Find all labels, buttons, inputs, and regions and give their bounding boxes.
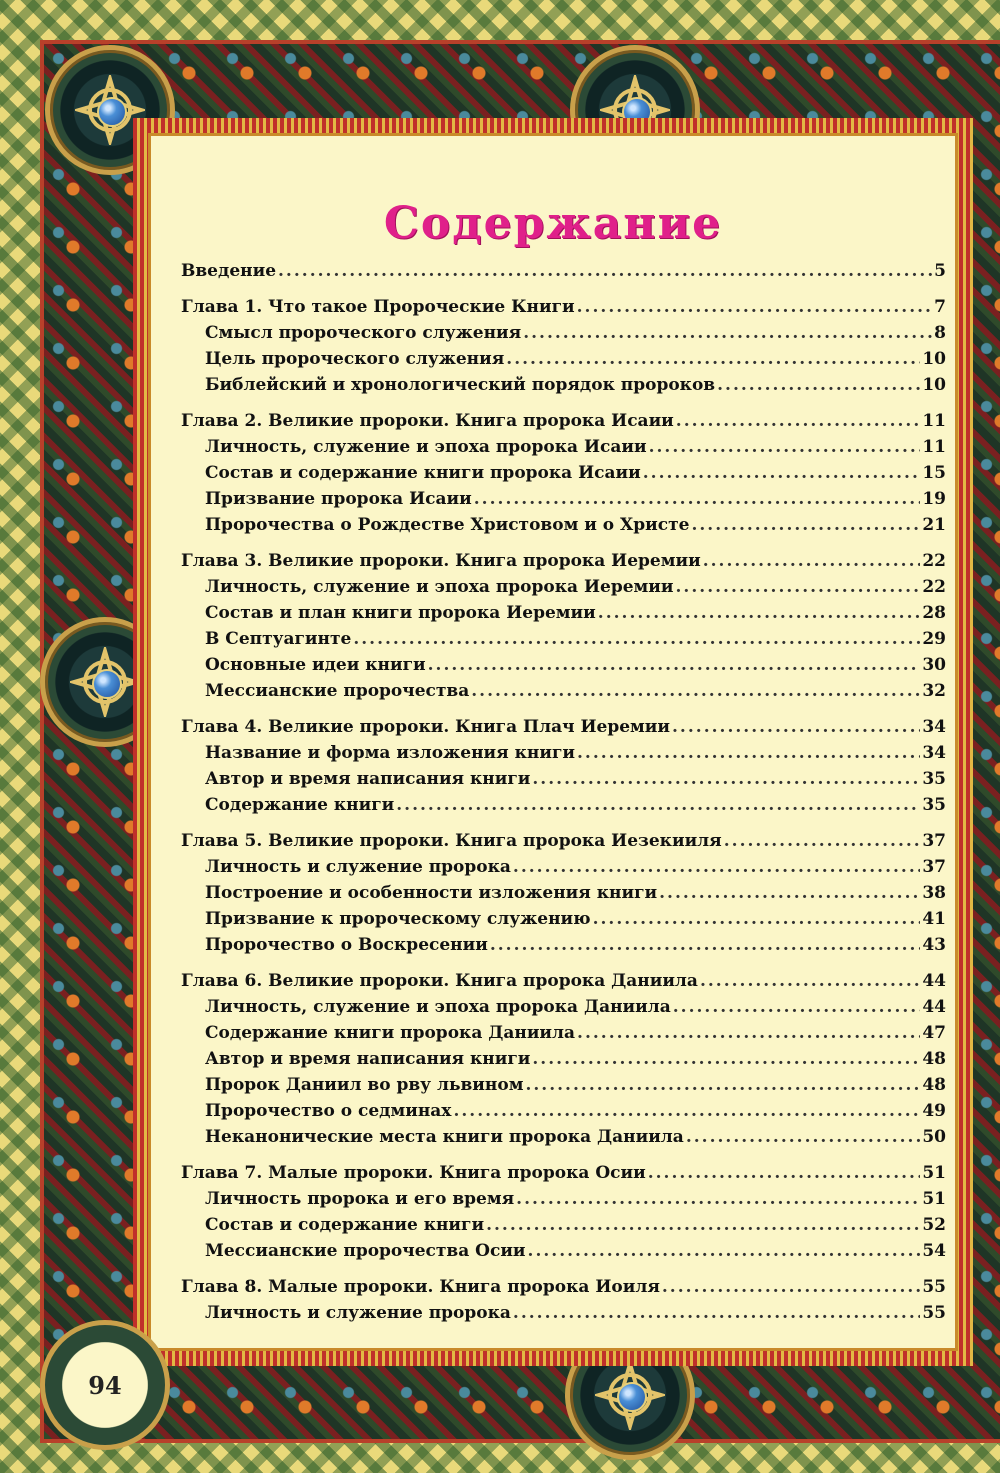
toc-subentry bbox=[181, 766, 946, 792]
toc-entry-title: Личность, служение и эпоха пророка Исаии bbox=[205, 437, 647, 457]
toc-subentry bbox=[181, 434, 946, 460]
toc-subentry bbox=[181, 792, 946, 818]
toc-leader-dots bbox=[649, 434, 921, 460]
toc-page-number: 50 bbox=[922, 1127, 946, 1147]
toc-subentry bbox=[181, 932, 946, 958]
toc-page-number: 51 bbox=[922, 1163, 946, 1183]
toc-leader-dots bbox=[486, 1212, 920, 1238]
toc-subentry bbox=[181, 600, 946, 626]
toc-page-number: 37 bbox=[922, 857, 946, 877]
toc-subentry bbox=[181, 880, 946, 906]
toc-leader-dots bbox=[700, 968, 920, 994]
toc-leader-dots bbox=[717, 372, 920, 398]
toc-page-number: 22 bbox=[922, 551, 946, 571]
toc-page-number: 55 bbox=[922, 1303, 946, 1323]
toc-chapter-entry bbox=[181, 1274, 946, 1300]
toc-page-number: 35 bbox=[922, 795, 946, 815]
page-number: 94 bbox=[88, 1370, 122, 1400]
toc-page-number: 34 bbox=[922, 743, 946, 763]
toc-page-number: 47 bbox=[922, 1023, 946, 1043]
toc-subentry bbox=[181, 1124, 946, 1150]
toc-page-number: 10 bbox=[922, 375, 946, 395]
toc-entry-title: Содержание книги пророка Даниила bbox=[205, 1023, 576, 1043]
toc-chapter-entry bbox=[181, 828, 946, 854]
toc-subentry bbox=[181, 854, 946, 880]
toc-page-number: 21 bbox=[922, 515, 946, 535]
toc-subentry bbox=[181, 1072, 946, 1098]
toc-entry-title: Библейский и хронологический порядок пророков bbox=[205, 375, 716, 395]
toc-chapter-entry bbox=[181, 1160, 946, 1186]
toc-entry-title: Мессианские пророчества bbox=[205, 681, 470, 701]
toc-page-number: 35 bbox=[922, 769, 946, 789]
toc-leader-dots bbox=[662, 1274, 920, 1300]
toc-page-number: 19 bbox=[922, 489, 946, 509]
toc-leader-dots bbox=[648, 1160, 921, 1186]
toc-leader-dots bbox=[513, 854, 920, 880]
toc-leader-dots bbox=[686, 1124, 921, 1150]
toc-entry-title: Пророк Даниил во рву львином bbox=[205, 1075, 524, 1095]
toc-page-number: 48 bbox=[922, 1075, 946, 1095]
toc-subentry bbox=[181, 1300, 946, 1326]
toc-leader-dots bbox=[676, 408, 921, 434]
toc-page-number: 52 bbox=[922, 1215, 946, 1235]
toc-leader-dots bbox=[577, 1020, 920, 1046]
toc-page-number: 30 bbox=[922, 655, 946, 675]
toc-leader-dots bbox=[673, 994, 921, 1020]
toc-subentry bbox=[181, 346, 946, 372]
toc-entry-title: Состав и содержание книги пророка Исаии bbox=[205, 463, 641, 483]
toc-subentry bbox=[181, 460, 946, 486]
toc-page-number: 41 bbox=[922, 909, 946, 929]
toc-page-number: 7 bbox=[934, 297, 946, 317]
toc-page-number: 34 bbox=[922, 717, 946, 737]
toc-page-number: 5 bbox=[934, 261, 946, 281]
toc-chapter-entry bbox=[181, 714, 946, 740]
toc-leader-dots bbox=[353, 626, 920, 652]
toc-leader-dots bbox=[703, 548, 921, 574]
toc-page-number: 11 bbox=[922, 437, 946, 457]
toc-page-number: 10 bbox=[922, 349, 946, 369]
toc-entry-title: Введение bbox=[181, 261, 277, 281]
toc-entry-title: Мессианские пророчества Осии bbox=[205, 1241, 526, 1261]
toc-leader-dots bbox=[532, 1046, 920, 1072]
toc-entry-title: Глава 5. Великие пророки. Книга пророка Иезекииля bbox=[181, 831, 722, 851]
toc-subentry bbox=[181, 626, 946, 652]
toc-page-number: 54 bbox=[922, 1241, 946, 1261]
toc-entry-title: Состав и план книги пророка Иеремии bbox=[205, 603, 596, 623]
toc-leader-dots bbox=[643, 460, 921, 486]
toc-leader-dots bbox=[577, 740, 920, 766]
toc-chapter-group bbox=[181, 408, 946, 538]
toc-page-number: 44 bbox=[922, 997, 946, 1017]
toc-entry-title: Неканонические места книги пророка Даниила bbox=[205, 1127, 684, 1147]
toc-subentry bbox=[181, 678, 946, 704]
toc-subentry bbox=[181, 906, 946, 932]
toc-chapter-group bbox=[181, 828, 946, 958]
toc-subentry bbox=[181, 372, 946, 398]
toc-subentry bbox=[181, 1212, 946, 1238]
toc-entry-title: Цель пророческого служения bbox=[205, 349, 505, 369]
toc-chapter-group bbox=[181, 1160, 946, 1264]
toc-chapter-group bbox=[181, 258, 946, 284]
toc-page-number: 22 bbox=[922, 577, 946, 597]
toc-subentry bbox=[181, 320, 946, 346]
table-of-contents bbox=[181, 258, 946, 1336]
toc-entry-title: Глава 1. Что такое Пророческие Книги bbox=[181, 297, 575, 317]
toc-page-number: 48 bbox=[922, 1049, 946, 1069]
toc-entry-title: Автор и время написания книги bbox=[205, 769, 531, 789]
toc-leader-dots bbox=[513, 1300, 920, 1326]
toc-chapter-group bbox=[181, 968, 946, 1150]
toc-leader-dots bbox=[471, 678, 920, 704]
toc-chapter-group bbox=[181, 714, 946, 818]
toc-leader-dots bbox=[428, 652, 921, 678]
toc-leader-dots bbox=[490, 932, 920, 958]
toc-page-number: 44 bbox=[922, 971, 946, 991]
toc-chapter-group bbox=[181, 294, 946, 398]
toc-entry-title: Глава 2. Великие пророки. Книга пророка Исаии bbox=[181, 411, 674, 431]
toc-page-number: 15 bbox=[922, 463, 946, 483]
toc-subentry bbox=[181, 652, 946, 678]
toc-entry-title: Содержание книги bbox=[205, 795, 395, 815]
toc-chapter-group bbox=[181, 548, 946, 704]
toc-leader-dots bbox=[598, 600, 921, 626]
toc-leader-dots bbox=[528, 1238, 921, 1264]
toc-entry-title: Личность и служение пророка bbox=[205, 857, 511, 877]
toc-subentry bbox=[181, 1020, 946, 1046]
toc-leader-dots bbox=[474, 486, 921, 512]
toc-page-number: 11 bbox=[922, 411, 946, 431]
toc-page-number: 32 bbox=[922, 681, 946, 701]
toc-chapter-entry bbox=[181, 258, 946, 284]
toc-entry-title: В Септуагинте bbox=[205, 629, 352, 649]
toc-subentry bbox=[181, 740, 946, 766]
page-title: Содержание bbox=[383, 198, 723, 249]
toc-leader-dots bbox=[532, 766, 920, 792]
toc-leader-dots bbox=[453, 1098, 920, 1124]
toc-chapter-entry bbox=[181, 548, 946, 574]
toc-entry-title: Призвание пророка Исаии bbox=[205, 489, 472, 509]
toc-entry-title: Автор и время написания книги bbox=[205, 1049, 531, 1069]
toc-entry-title: Основные идеи книги bbox=[205, 655, 426, 675]
toc-leader-dots bbox=[516, 1186, 920, 1212]
toc-chapter-group bbox=[181, 1274, 946, 1326]
toc-page-number: 38 bbox=[922, 883, 946, 903]
toc-entry-title: Глава 4. Великие пророки. Книга Плач Иеремии bbox=[181, 717, 671, 737]
toc-page bbox=[148, 133, 958, 1351]
toc-chapter-entry bbox=[181, 408, 946, 434]
toc-entry-title: Построение и особенности изложения книги bbox=[205, 883, 658, 903]
toc-subentry bbox=[181, 994, 946, 1020]
toc-leader-dots bbox=[691, 512, 920, 538]
toc-page-number: 29 bbox=[922, 629, 946, 649]
toc-leader-dots bbox=[676, 574, 921, 600]
toc-leader-dots bbox=[593, 906, 921, 932]
toc-entry-title: Пророчества о Рождестве Христовом и о Христе bbox=[205, 515, 690, 535]
toc-page-number: 37 bbox=[922, 831, 946, 851]
toc-subentry bbox=[181, 1046, 946, 1072]
toc-leader-dots bbox=[724, 828, 921, 854]
toc-leader-dots bbox=[523, 320, 932, 346]
toc-subentry bbox=[181, 486, 946, 512]
toc-entry-title: Пророчество о седминах bbox=[205, 1101, 452, 1121]
toc-entry-title: Смысл пророческого служения bbox=[205, 323, 522, 343]
toc-entry-title: Пророчество о Воскресении bbox=[205, 935, 488, 955]
toc-leader-dots bbox=[672, 714, 920, 740]
toc-leader-dots bbox=[278, 258, 932, 284]
toc-entry-title: Название и форма изложения книги bbox=[205, 743, 575, 763]
toc-subentry bbox=[181, 1238, 946, 1264]
toc-entry-title: Личность, служение и эпоха пророка Иеремии bbox=[205, 577, 674, 597]
toc-chapter-entry bbox=[181, 968, 946, 994]
toc-page-number: 43 bbox=[922, 935, 946, 955]
toc-entry-title: Глава 7. Малые пророки. Книга пророка Осии bbox=[181, 1163, 646, 1183]
toc-subentry bbox=[181, 1098, 946, 1124]
toc-page-number: 49 bbox=[922, 1101, 946, 1121]
toc-leader-dots bbox=[506, 346, 920, 372]
toc-entry-title: Личность и служение пророка bbox=[205, 1303, 511, 1323]
toc-entry-title: Состав и содержание книги bbox=[205, 1215, 485, 1235]
toc-page-number: 51 bbox=[922, 1189, 946, 1209]
toc-entry-title: Призвание к пророческому служению bbox=[205, 909, 591, 929]
toc-page-number: 28 bbox=[922, 603, 946, 623]
toc-subentry bbox=[181, 512, 946, 538]
toc-leader-dots bbox=[659, 880, 920, 906]
toc-leader-dots bbox=[525, 1072, 920, 1098]
toc-chapter-entry bbox=[181, 294, 946, 320]
toc-entry-title: Глава 8. Малые пророки. Книга пророка Иоиля bbox=[181, 1277, 660, 1297]
toc-page-number: 8 bbox=[934, 323, 946, 343]
toc-subentry bbox=[181, 1186, 946, 1212]
page-number-medallion bbox=[40, 1320, 170, 1450]
toc-entry-title: Личность пророка и его время bbox=[205, 1189, 515, 1209]
toc-leader-dots bbox=[577, 294, 933, 320]
toc-entry-title: Личность, служение и эпоха пророка Даниила bbox=[205, 997, 671, 1017]
toc-subentry bbox=[181, 574, 946, 600]
toc-leader-dots bbox=[396, 792, 920, 818]
toc-page-number: 55 bbox=[922, 1277, 946, 1297]
toc-entry-title: Глава 6. Великие пророки. Книга пророка Даниила bbox=[181, 971, 698, 991]
toc-entry-title: Глава 3. Великие пророки. Книга пророка Иеремии bbox=[181, 551, 701, 571]
